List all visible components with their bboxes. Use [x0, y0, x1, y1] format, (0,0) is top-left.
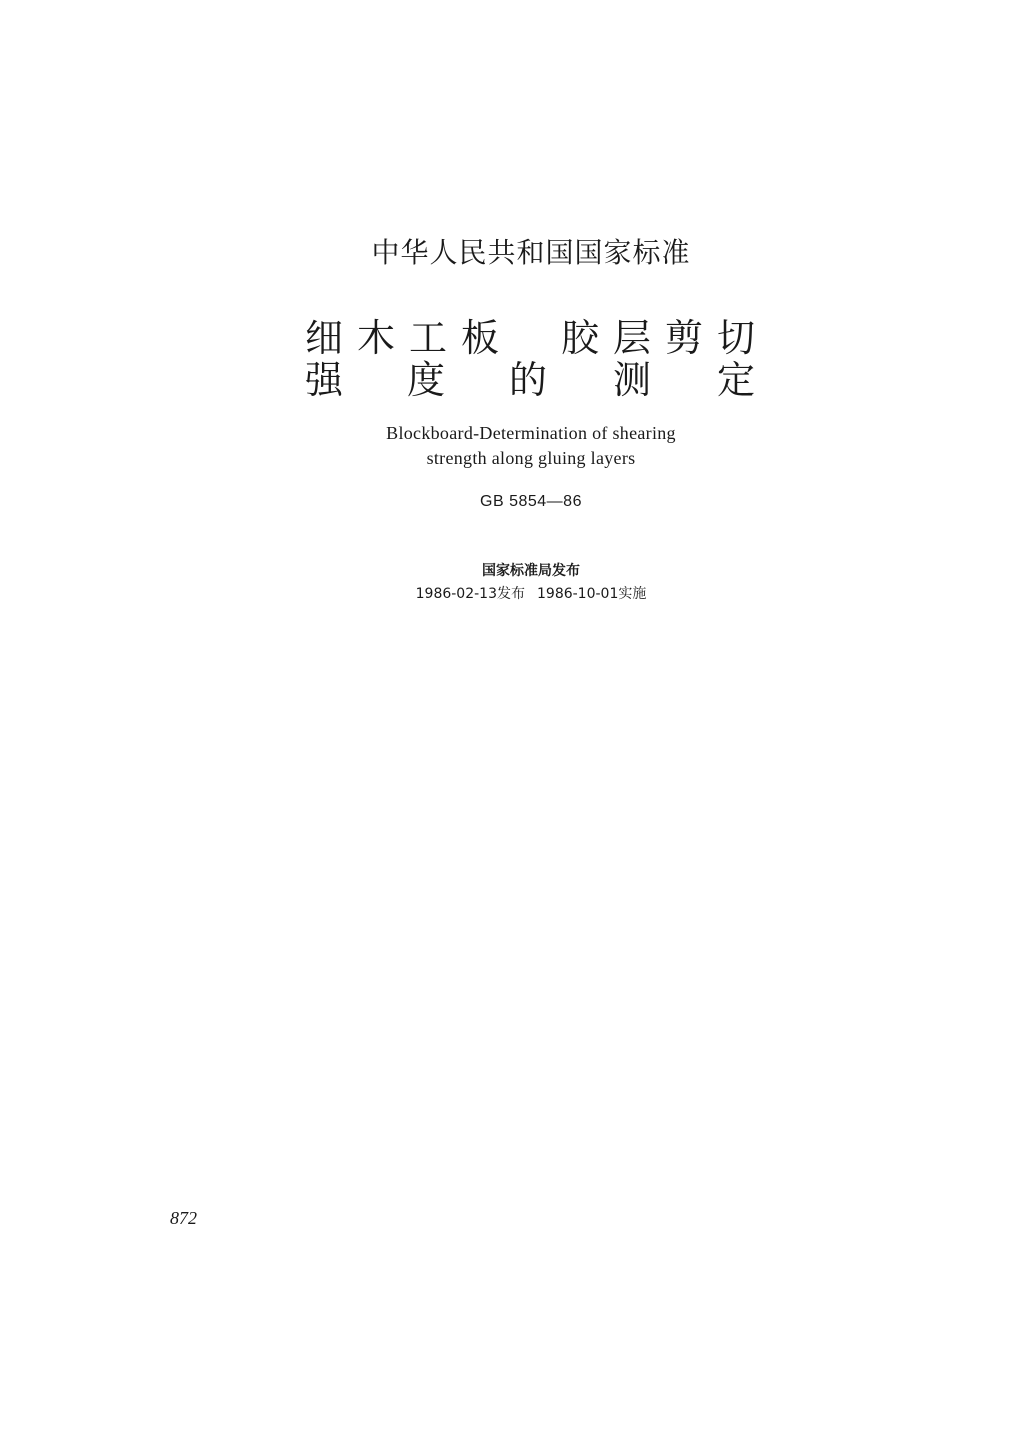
title-char: 强: [304, 358, 343, 402]
english-title-line-2: strength along gluing layers: [426, 448, 636, 468]
national-standard-heading: 中华人民共和国国家标准: [371, 236, 691, 269]
publisher: 国家标准局发布: [482, 563, 580, 579]
dates-line: [300, 583, 762, 605]
chinese-title-line-2: [300, 354, 762, 406]
title-char: 工: [408, 316, 447, 360]
title-char: 切: [716, 316, 755, 360]
title-char: 测: [612, 358, 651, 402]
title-char: 度: [406, 358, 445, 402]
title-char: 细: [304, 316, 343, 360]
title-char: 剪: [664, 316, 703, 360]
title-char: 木: [356, 316, 395, 360]
title-char: 定: [716, 358, 755, 402]
issue-date: 1986-02-13发布: [415, 586, 525, 602]
english-title-line-1: Blockboard-Determination of shearing: [386, 423, 676, 443]
title-char: 层: [612, 316, 651, 360]
title-char: 的: [508, 358, 547, 402]
page-number: 872: [170, 1208, 197, 1228]
standard-number: GB 5854—86: [480, 493, 582, 510]
title-char: 板: [460, 316, 499, 360]
title-char: 胶: [560, 316, 599, 360]
effective-date: 1986-10-01实施: [537, 586, 647, 602]
